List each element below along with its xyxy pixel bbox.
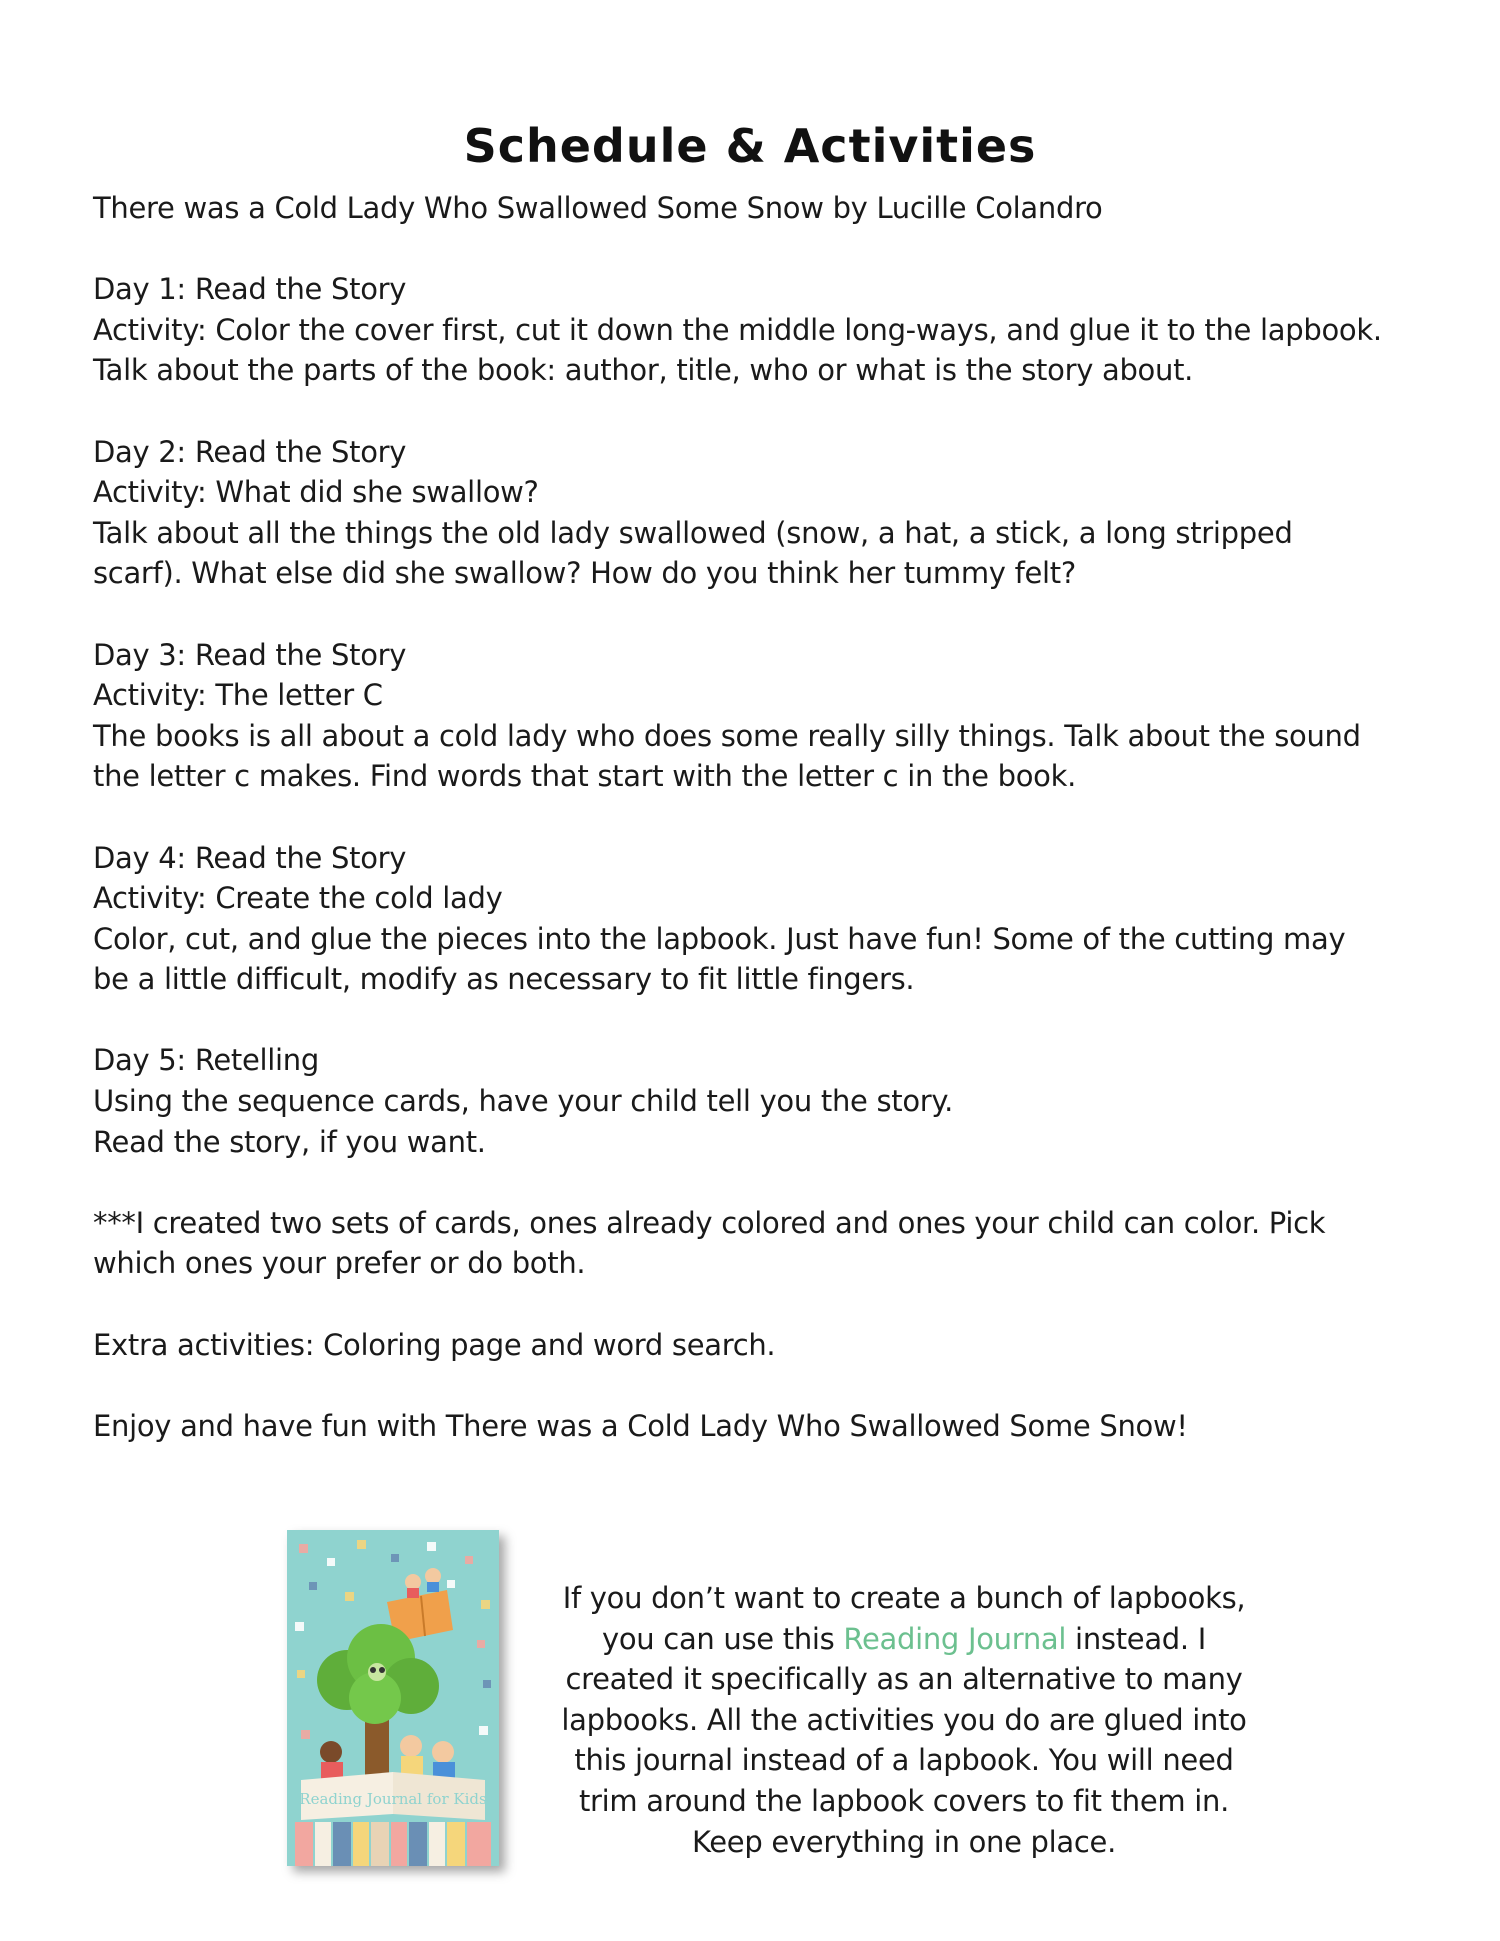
day-2-activity: Activity: What did she swallow? <box>93 475 539 510</box>
day-4-block <box>93 838 1423 1000</box>
closing-line: Enjoy and have fun with There was a Cold Lady Who Swallowed Some Snow! <box>93 1408 1188 1443</box>
reading-journal-promo <box>287 1530 1287 1870</box>
day-1-block <box>93 269 1423 391</box>
cards-note-line-2: which ones your prefer or do both. <box>93 1246 586 1281</box>
day-1-detail: Talk about the parts of the book: author, title, who or what is the story about. <box>93 353 1194 388</box>
day-4-activity: Activity: Create the cold lady <box>93 881 503 916</box>
day-5-detail-line-1: Using the sequence cards, have your child tell you the story. <box>93 1084 954 1119</box>
book-cover-image[interactable] <box>287 1530 499 1866</box>
day-4-detail-line-1: Color, cut, and glue the pieces into the lapbook. Just have fun! Some of the cutting may <box>93 921 1346 956</box>
book-line: There was a Cold Lady Who Swallowed Some Snow by Lucille Colandro <box>93 191 1103 225</box>
promo-line-1: If you don’t want to create a bunch of lapbooks, <box>562 1581 1246 1615</box>
day-2-heading: Day 2: Read the Story <box>93 434 407 469</box>
day-3-block <box>93 635 1423 797</box>
day-2-block <box>93 432 1423 594</box>
promo-line-6: trim around the lapbook covers to fit them in. <box>578 1783 1229 1818</box>
day-3-heading: Day 3: Read the Story <box>93 637 407 672</box>
promo-line-2-after: instead. I <box>1066 1621 1206 1656</box>
promo-line-2-before: you can use this <box>602 1621 844 1656</box>
promo-line-7: Keep everything in one place. <box>691 1824 1116 1859</box>
day-5-heading: Day 5: Retelling <box>93 1043 319 1078</box>
cards-note-line-1: ***I created two sets of cards, ones already colored and ones your child can color. Pick <box>93 1205 1326 1240</box>
day-5-detail-line-2: Read the story, if you want. <box>93 1124 486 1159</box>
day-2-detail-line-1: Talk about all the things the old lady swallowed (snow, a hat, a stick, a long stripped <box>93 515 1293 550</box>
promo-text <box>544 1578 1264 1862</box>
day-3-detail-line-1: The books is all about a cold lady who does some really silly things. Talk about the sound <box>93 718 1361 753</box>
day-3-activity: Activity: The letter C <box>93 678 383 713</box>
day-4-heading: Day 4: Read the Story <box>93 840 407 875</box>
extra-activities: Extra activities: Coloring page and word search. <box>93 1327 776 1362</box>
book-cover-title: Reading Journal for Kids <box>299 1790 487 1808</box>
page-title: Schedule & Activities <box>463 118 1037 173</box>
cards-note <box>93 1203 1423 1284</box>
reading-journal-link[interactable]: Reading Journal <box>843 1621 1067 1656</box>
day-3-detail-line-2: the letter c makes. Find words that start with the letter c in the book. <box>93 759 1076 794</box>
day-4-detail-line-2: be a little difficult, modify as necessary to fit little fingers. <box>93 962 915 997</box>
promo-line-2 <box>544 1619 1264 1660</box>
day-1-activity: Activity: Color the cover first, cut it down the middle long-ways, and glue it to the lapbook. <box>93 312 1382 347</box>
day-5-block <box>93 1040 1423 1162</box>
day-1-heading: Day 1: Read the Story <box>93 272 407 307</box>
promo-line-3: created it specifically as an alternative to many <box>565 1662 1243 1697</box>
promo-line-4: lapbooks. All the activities you do are glued into <box>561 1702 1247 1737</box>
promo-line-5: this journal instead of a lapbook. You will need <box>574 1743 1234 1778</box>
schedule-content <box>93 188 1423 1487</box>
day-2-detail-line-2: scarf). What else did she swallow? How do you think her tummy felt? <box>93 556 1076 591</box>
